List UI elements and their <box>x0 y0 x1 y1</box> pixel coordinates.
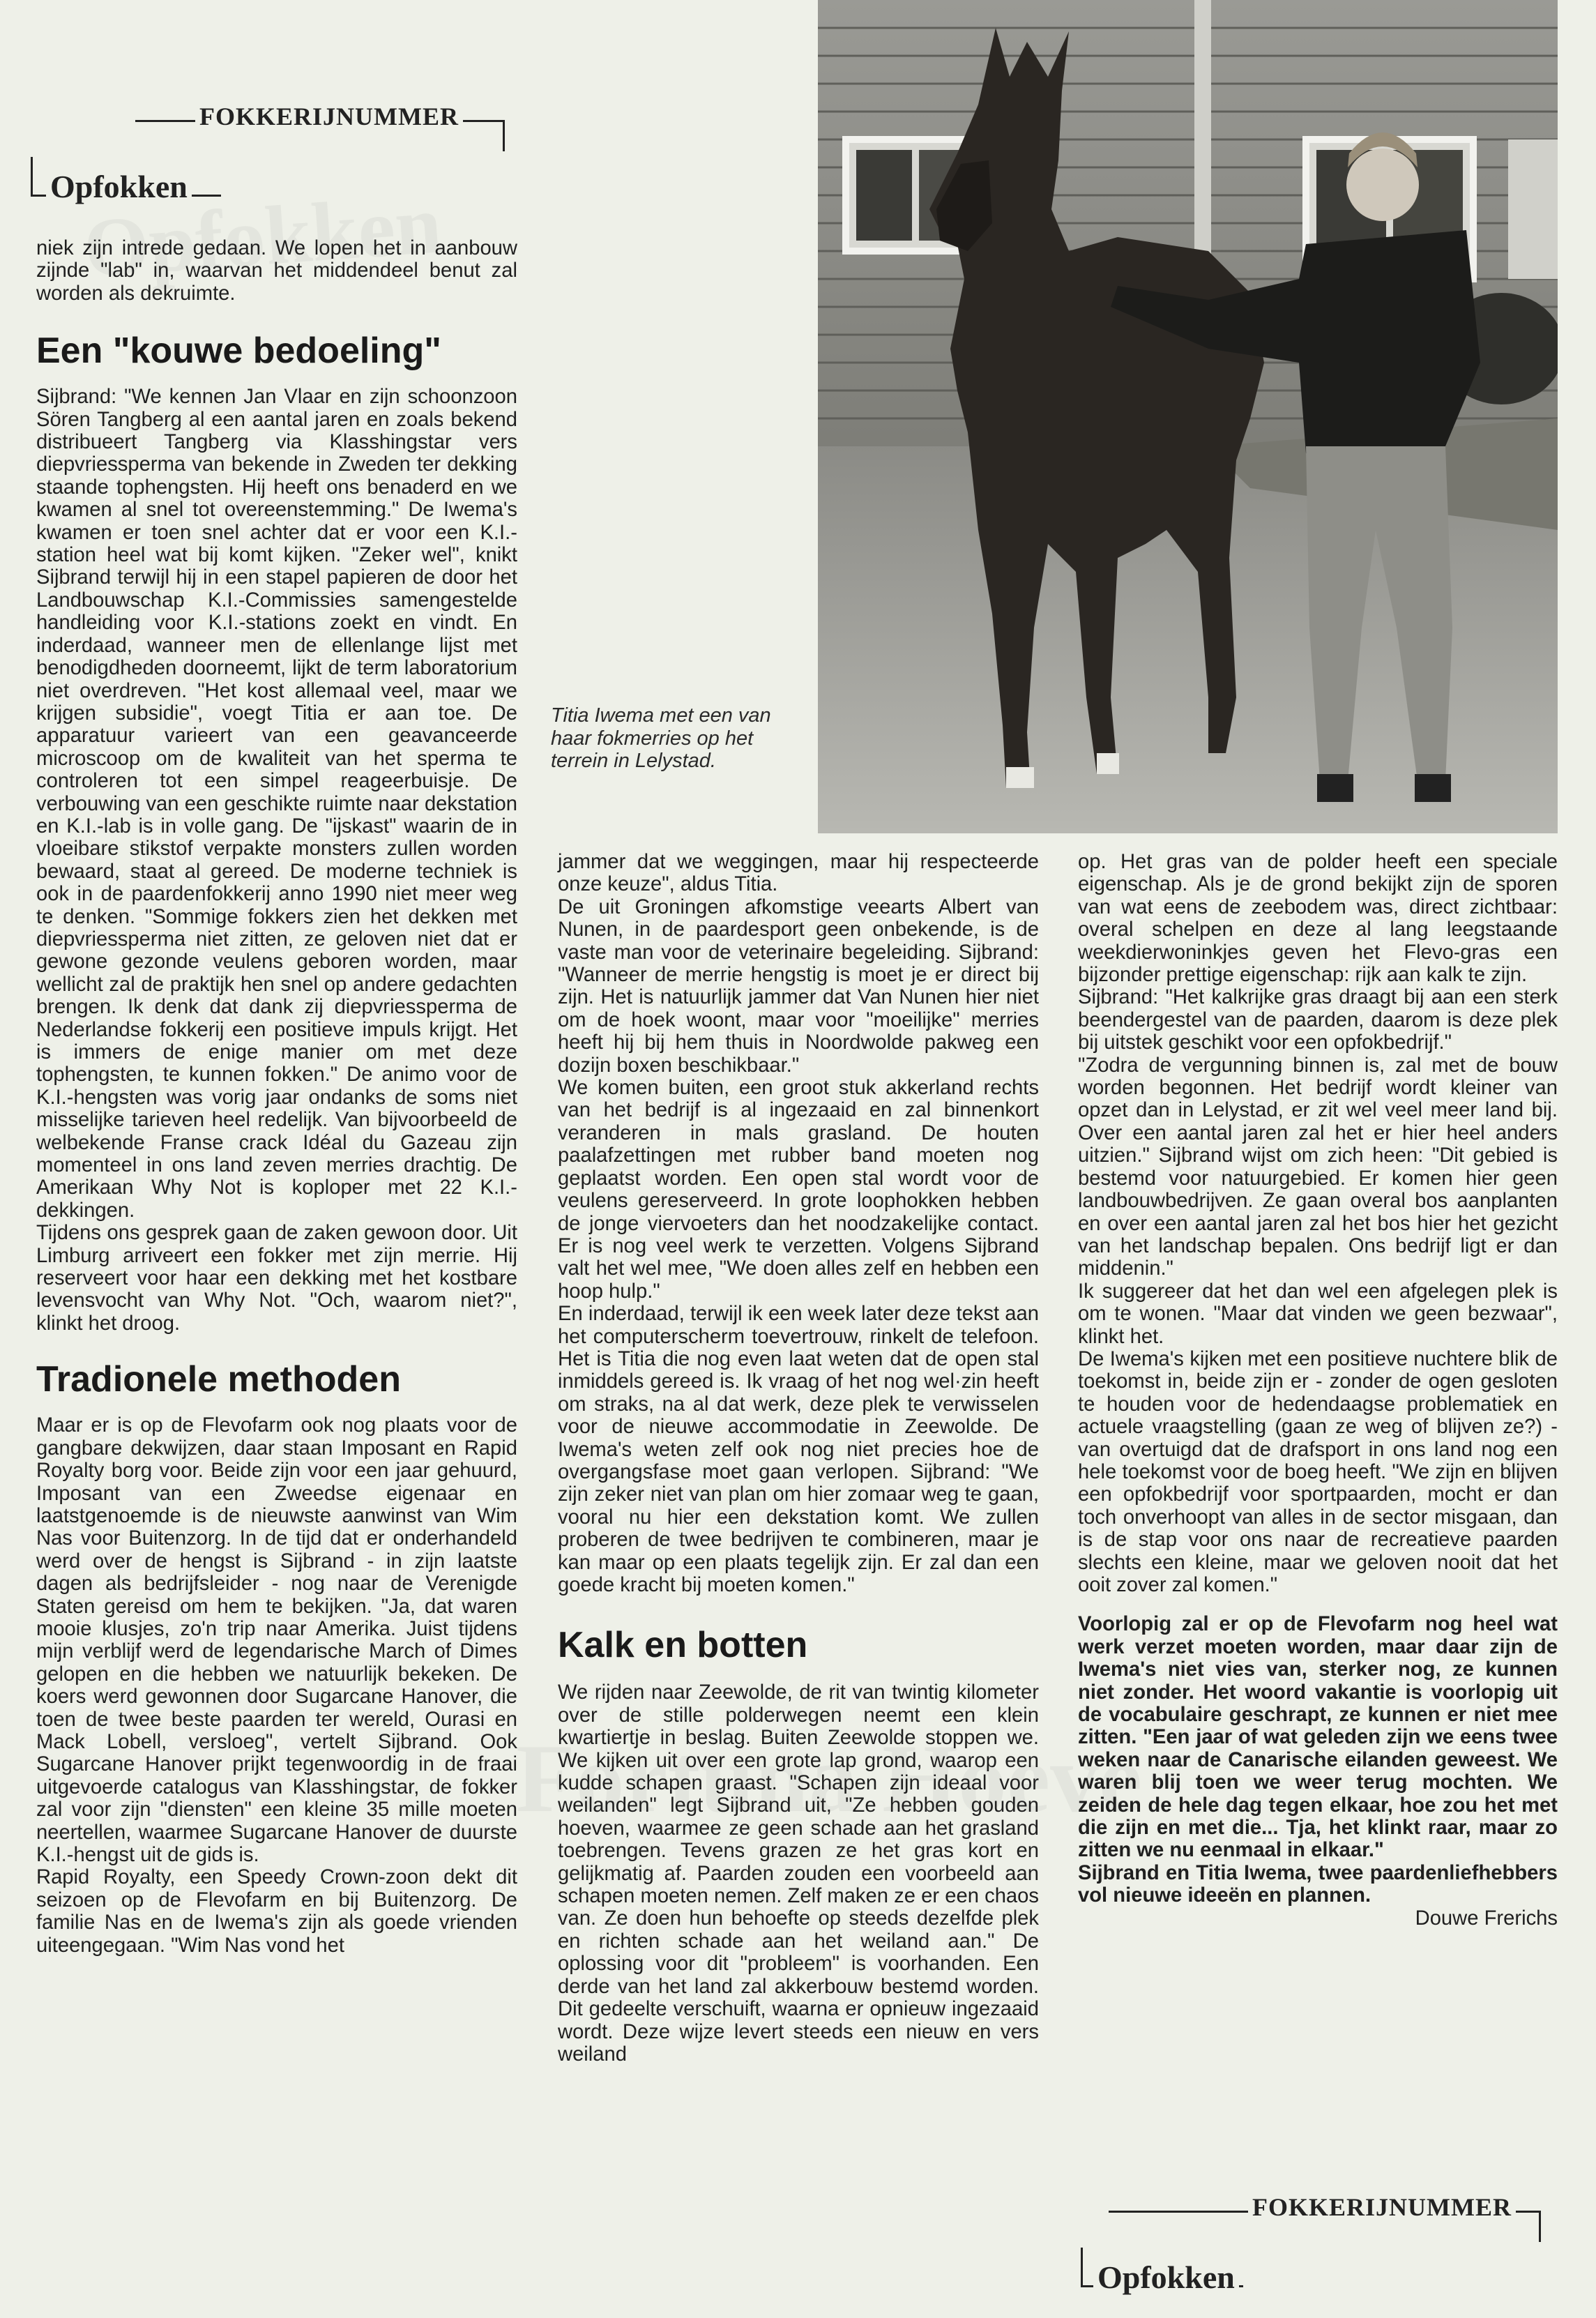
article-column-1 <box>36 237 517 1957</box>
section-tag-footer <box>1081 2193 1541 2295</box>
photo-illustration <box>818 0 1558 833</box>
paragraph: Maar er is op de Flevofarm ook nog plaats voor de gangbare dekwijzen, daar staan Imposant en Rapid Royalty borg voor. Beide zijn voor een jaar gehuurd, Imposant van een Zweedse eigenaar en laatstgenoemde is de nieuwste aanwinst van Wim Nas voor Buitenzorg. In de tijd dat er onderhandeld werd over de hengst is Sijbrand - in zijn laatste dagen als bedrijfsleider - nog naar de Verenigde Staten gereisd om hem te bekijken. "Ja, dat waren mooie klusjes, zo'n trip naar Amerika. Juist tijdens mijn verblijf werd de legendarische March of Dimes gelopen en die hebben we natuurlijk bekeken. De koers werd gewonnen door Sugarcane Hanover, die toen de twee beste paarden ter wereld, Ourasi en Mack Lobell, versloeg", vertelt Sijbrand. Ook Sugarcane Hanover prijkt tegenwoordig in de fraai uitgevoerde catalogus van Klasshingstar, de fokker zal voor zijn "diensten" een kleine 35 mille moeten neertellen, waarmee Sugarcane Hanover de duurste K.I.-hengst uit de gids is. <box>36 1414 517 1866</box>
section-kicker: FOKKERIJNUMMER <box>1248 2192 1516 2222</box>
paragraph: We rijden naar Zeewolde, de rit van twintig kilometer over de stille polderwegen neemt een klein kwartiertje in beslag. Buiten Zeewolde stoppen we. We kijken uit over een grote lap grond, waarop een kudde schapen graast. "Schapen zijn ideaal voor weilanden" legt Sijbrand uit, "Ze hebben gouden hoeven, waarmee ze geen schade aan het grasland toebrengen. Tevens grazen ze het gras kort en gelijkmatig af. Paarden zouden een voorbeeld aan schapen moeten nemen. Zelf maken ze er een chaos van. Ze doen hun behoefte op steeds dezelfde plek en richten schade aan het weiland aan." De oplossing voor dit "probleem" is voorhanden. Een derde van het land zal akkerbouw bestemd worden. Dit gedeelte verschuift, waarna er opnieuw ingezaaid wordt. Deze wijze levert steeds een nieuw en vers weiland <box>558 1681 1039 2066</box>
paragraph: We komen buiten, een groot stuk akkerland rechts van het bedrijf is al ingezaaid en zal binnenkort veranderen in mals grasland. De houten paalafzettingen met rubber band moeten nog geplaatst worden. Een open stal wordt voor de veulens gereserveerd. In grote loophokken hebben de jonge viervoeters dan het noodzakelijke contact. Er is nog veel werk te verzetten. Volgens Sijbrand valt het wel mee, "We doen alles zelf en hebben een hoop hulp." <box>558 1077 1039 1303</box>
paragraph: Sijbrand: "Het kalkrijke gras draagt bij aan een sterk beendergestel van de paarden, daarom is deze plek bij uitstek geschikt voor een opfokbedrijf." <box>1078 986 1558 1054</box>
article-column-2 <box>558 851 1039 2066</box>
photo-caption: Titia Iwema met een van haar fokmerries op het terrein in Lelystad. <box>551 704 771 772</box>
section-tag-header <box>31 103 505 204</box>
paragraph: jammer dat we weggingen, maar hij respecteerde onze keuze", aldus Titia. <box>558 851 1039 896</box>
subheading: Tradionele methoden <box>36 1359 401 1400</box>
section-title: Opfokken <box>46 168 192 205</box>
photo-horse-and-owner <box>818 0 1558 833</box>
article-column-3 <box>1078 851 1558 1930</box>
paragraph: De uit Groningen afkomstige veearts Albert van Nunen, in de paardesport geen onbekende, is de vaste man voor de veterinaire begeleiding. Sijbrand: "Wanneer de merrie hengstig is moet je er direct bij zijn. Het is natuurlijk jammer dat Van Nunen hier niet om de hoek woont, maar voor "moeilijke" merries heeft hij bij hem thuis in Noordwolde pakweg een dozijn boxen beschikbaar." <box>558 895 1039 1077</box>
paragraph: De Iwema's kijken met een positieve nuchtere blik de toekomst in, beide zijn er - zonder de ogen gesloten te houden voor de hedendaagse problematiek en actuele vraagstelling (gaan ze weg of blijven ze?) - van overtuigd dat de drafsport in ons land nog een hele toekomst voor de boeg heeft. "We zijn en blijven een opfokbedrijf voor sportpaarden, mocht er dan toch onverhoopt van alles in de sector misgaan, dan is de stap voor ons naar de recreatieve paarden slechts een kleine, maar we geloven nooit dat het ooit zover zal komen." <box>1078 1347 1558 1596</box>
section-title: Opfokken <box>1093 2259 1239 2296</box>
paragraph: op. Het gras van de polder heeft een speciale eigenschap. Als je de grond bekijkt zijn de sporen van wat eens de zeebodem was, direct zichtbaar: overal schelpen en deze al lang leegstaande weekdierwoninkjes geven het Flevo-gras een bijzonder prettige eigenschap: rijk aan kalk te zijn. <box>1078 851 1558 987</box>
paragraph: Sijbrand en Titia Iwema, twee paardenliefhebbers vol nieuwe ideeën en plannen. <box>1078 1861 1558 1907</box>
section-kicker: FOKKERIJNUMMER <box>195 102 463 131</box>
paragraph: niek zijn intrede gedaan. We lopen het in aanbouw zijnde "lab" in, waarvan het middendeel benut zal worden als dekruimte. <box>36 237 517 305</box>
author-signature: Douwe Frerichs <box>1415 1907 1558 1930</box>
paragraph: Ik suggereer dat het dan wel een afgelegen plek is om te wonen. "Maar dat vinden we geen bezwaar", klinkt het. <box>1078 1280 1558 1348</box>
subheading: Kalk en botten <box>558 1625 808 1666</box>
paragraph: En inderdaad, terwijl ik een week later deze tekst aan het computerscherm toevertrouw, rinkelt de telefoon. Het is Titia die nog even laat weten dat de open stal inmiddels gereed is. Ik vraag of het nog wel·zin heeft om straks, na al dat werk, deze plek te verwisselen voor de nieuwe accommodatie in Zeewolde. De Iwema's weten zelf ook nog niet precies hoe de overgangsfase moet gaan verlopen. Sijbrand: "We zijn zeker niet van plan om hier zomaar weg te gaan, vooral nu hier een dekstation komt. We zullen proberen de twee bedrijven te combineren, maar je kan maar op een plaats tegelijk zijn. Er zal dan een goede kracht bij moeten komen." <box>558 1303 1039 1596</box>
paragraph: Sijbrand: "We kennen Jan Vlaar en zijn schoonzoon Sören Tangberg al een aantal jaren en zoals bekend distribueert Tangberg via Klasshingstar vers diepvriessperma van bekende in Zweden ter dekking staande tophengsten. Hij heeft ons benaderd en we kwamen al snel tot overeenstemming." De Iwema's kwamen er toen snel achter dat er voor een K.I.-station heel wat bij komt kijken. "Zeker wel", knikt Sijbrand terwijl hij in een stapel papieren de door het Landbouwschap K.I.-Commissies samengestelde handleiding voor K.I.-stations zoekt en vindt. En inderdaad, wanneer men de ellenlange lijst met benodigdheden doorneemt, lijkt de term laboratorium niet overdreven. "Het kost allemaal veel, maar we krijgen subsidie", voegt Titia er aan toe. De apparatuur varieert van een geavanceerde microscoop om de kwaliteit van het sperma te controleren tot een simpel reageerbuisje. De verbouwing van een geschikte ruimte naar dekstation en K.I.-lab is in volle gang. De "ijskast" waarin de in vloeibare stikstof verpakte monsters zullen worden bewaard, staat al gereed. De moderne techniek is ook in de paardenfokkerij anno 1990 niet meer weg te denken. "Sommige fokkers zien het dekken met diepvriessperma niet zitten, ze geloven niet dat er gewone gezonde veulens geboren worden, maar wellicht zal de praktijk hen snel op andere gedachten brengen. Ik denk dat dank zij diepvriessperma de Nederlandse fokkerij een positieve impuls krijgt. Het is immers de enige manier om met deze tophengsten, te kunnen fokken." De animo voor de K.I.-hengsten was vorig jaar ondanks de soms niet misselijke tarieven heel redelijk. Van bijvoorbeeld de welbekende Franse crack Idéal du Gazeau zijn momenteel in ons land zeven merries drachtig. De Amerikaan Why Not is koploper met 22 K.I.-dekkingen. <box>36 386 517 1222</box>
closing-bold-text <box>1078 1613 1558 1907</box>
paragraph: "Zodra de vergunning binnen is, zal met de bouw worden begonnen. Het bedrijf wordt kleiner van opzet dan in Lelystad, er zit wel veel meer land bij. Over een aantal jaren zal het er hier heel anders uitzien." Sijbrand wijst om zich heen: "Dit gebied is bestemd voor natuurgebied. Er komen hier geen landbouwbedrijven. Ze gaan overal bos aanplanten en over een aantal jaren zal het bos hier het gezicht van het landschap bepalen. Ons bedrijf ligt er dan middenin." <box>1078 1054 1558 1280</box>
paragraph: Tijdens ons gesprek gaan de zaken gewoon door. Uit Limburg arriveert een fokker met zijn merrie. Hij reserveert voor haar een dekking met het kostbare levensvocht van Why Not. "Och, waarom niet?", klinkt het droog. <box>36 1222 517 1335</box>
subheading: Een "kouwe bedoeling" <box>36 331 441 372</box>
paragraph: Rapid Royalty, een Speedy Crown-zoon dekt dit seizoen op de Flevofarm en bij Buitenzorg. De familie Nas en de Iwema's zijn als goede vrienden uiteengegaan. "Wim Nas vond het <box>36 1866 517 1957</box>
paragraph: Voorlopig zal er op de Flevofarm nog heel wat werk verzet moeten worden, maar daar zijn de Iwema's niet vies van, sterker nog, ze kunnen niet zonder. Het woord vakantie is voorlopig uit de vocabulaire geschrapt, ze kunnen er niet mee zitten. "Een jaar of wat geleden zijn we eens twee weken naar de Canarische eilanden geweest. We waren blij toen we weer terug mochten. We zeiden de hele dag tegen elkaar, hoe zou het met die zijn en met die... Tja, het klinkt raar, maar zo zitten we nu eenmaal in elkaar." <box>1078 1613 1558 1862</box>
